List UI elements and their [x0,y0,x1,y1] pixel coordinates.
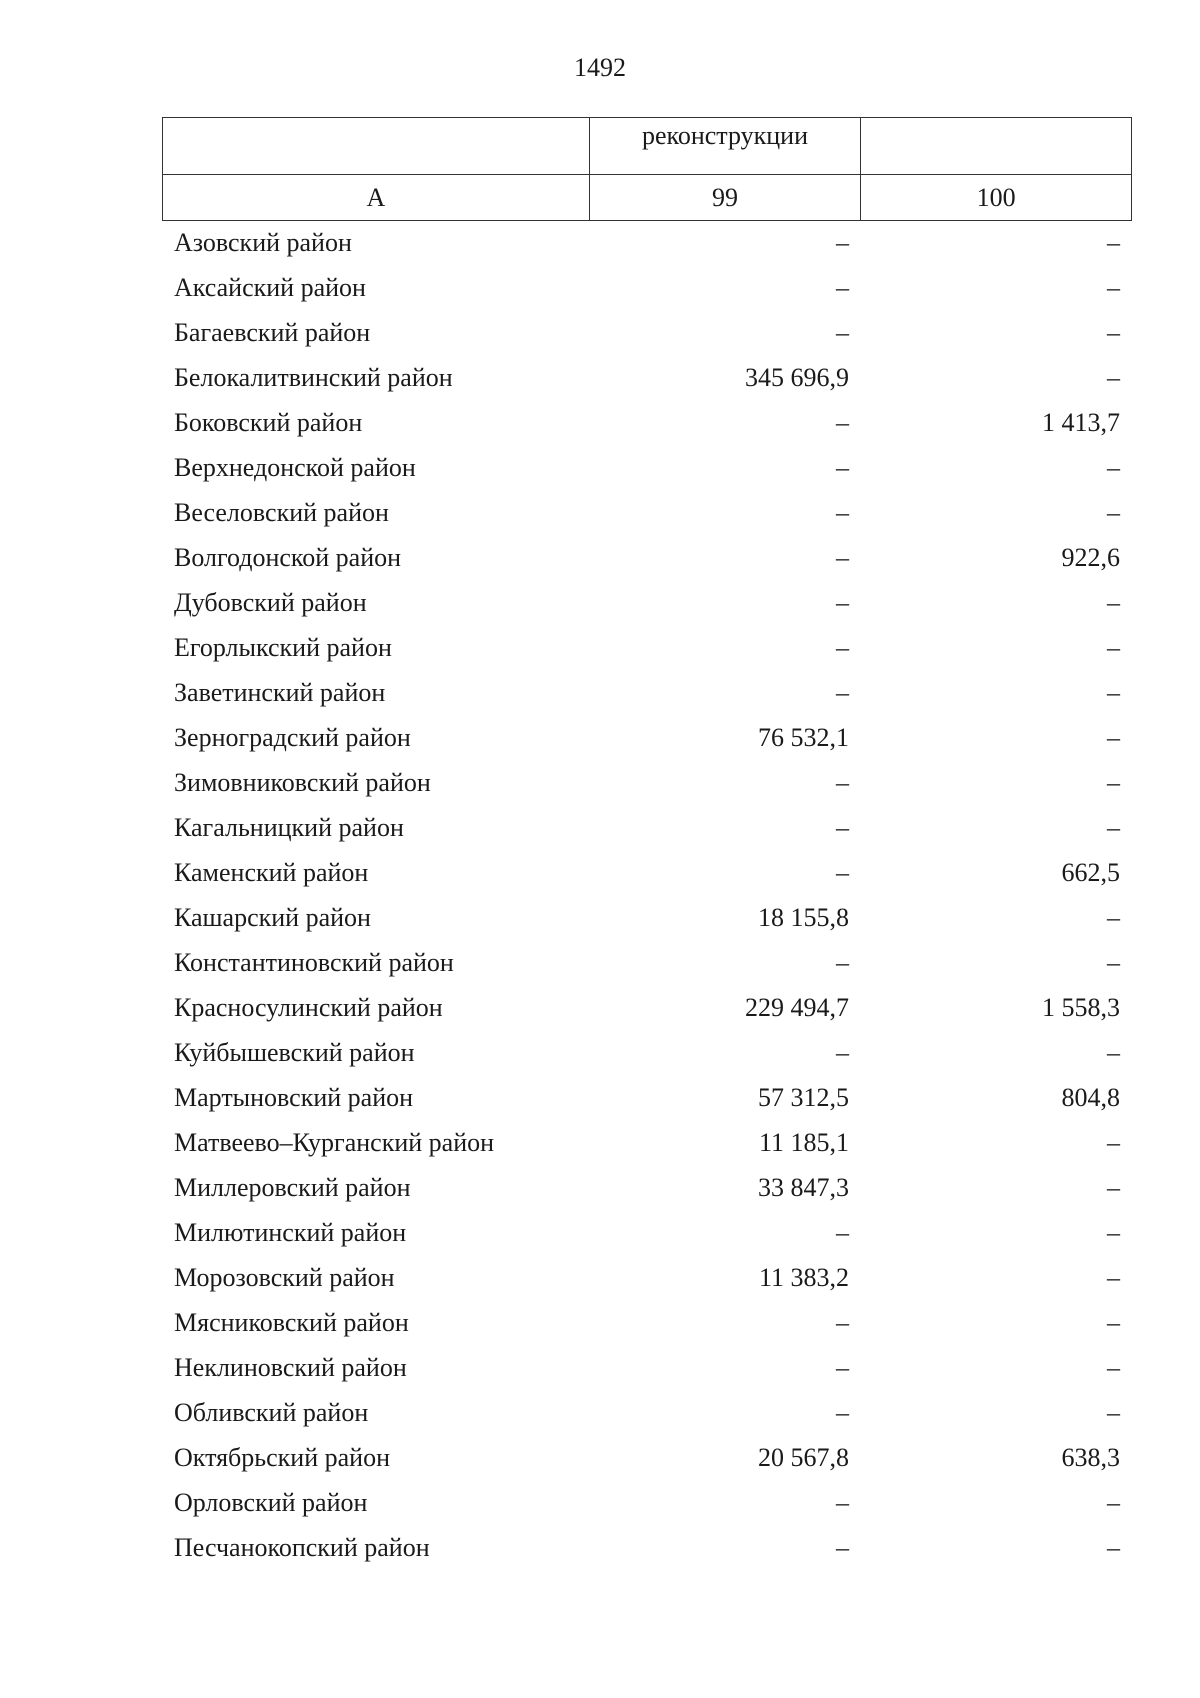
table-row [162,1075,1132,1120]
value-col-99: 33 847,3 [758,1172,849,1202]
table-row [162,1435,1132,1480]
district-name: Заветинский район [174,677,386,707]
district-name: Дубовский район [174,587,367,617]
value-col-100: – [1107,1487,1120,1517]
table-row [162,940,1132,985]
table-row [162,1165,1132,1210]
district-name: Зерноградский район [174,722,411,752]
value-col-99: – [836,542,849,572]
value-col-99: – [836,1532,849,1562]
value-col-99: – [836,317,849,347]
value-col-100: – [1107,272,1120,302]
value-col-100: 638,3 [1061,1442,1120,1472]
value-col-99: 11 185,1 [758,1127,849,1157]
district-name: Кашарский район [174,902,371,932]
value-col-99: – [836,632,849,662]
value-col-100: – [1107,632,1120,662]
district-name: Октябрьский район [174,1442,390,1472]
district-name: Константиновский район [174,947,454,977]
table-row [162,580,1132,625]
value-col-99: – [836,947,849,977]
header-row-title [163,118,1132,175]
value-col-99: – [836,1487,849,1517]
table-row [162,1255,1132,1300]
value-col-100: 662,5 [1061,857,1120,887]
value-col-100: – [1107,1532,1120,1562]
header-cell-name [163,118,590,175]
table-row [162,895,1132,940]
district-rows [162,220,1132,1570]
value-col-100: 1 413,7 [1042,407,1120,437]
value-col-100: – [1107,1037,1120,1067]
value-col-99: – [836,1397,849,1427]
table-row [162,1120,1132,1165]
table-row [162,1210,1132,1255]
table-row [162,1480,1132,1525]
district-name: Каменский район [174,857,369,887]
header-cell-99: 99 [589,175,860,221]
value-col-100: – [1107,452,1120,482]
value-col-99: – [836,677,849,707]
table-row [162,445,1132,490]
district-name: Аксайский район [174,272,366,302]
district-name: Неклиновский район [174,1352,407,1382]
value-col-99: – [836,227,849,257]
value-col-99: – [836,452,849,482]
table-row [162,355,1132,400]
value-col-99: – [836,1037,849,1067]
value-col-100: – [1107,767,1120,797]
district-name: Песчанокопский район [174,1532,430,1562]
value-col-100: – [1107,1217,1120,1247]
value-col-99: – [836,272,849,302]
table-row [162,805,1132,850]
header-row-numbers [163,175,1132,221]
table-row [162,490,1132,535]
value-col-99: – [836,767,849,797]
value-col-100: – [1107,587,1120,617]
table-row [162,310,1132,355]
value-col-99: 11 383,2 [758,1262,849,1292]
district-name: Волгодонской район [174,542,402,572]
header-cell-empty [861,118,1132,175]
value-col-99: – [836,1217,849,1247]
value-col-100: – [1107,1397,1120,1427]
district-name: Белокалитвинский район [174,362,453,392]
table-header [162,117,1132,221]
district-name: Морозовский район [174,1262,395,1292]
table-row [162,535,1132,580]
table-row [162,715,1132,760]
value-col-99: 345 696,9 [745,362,849,392]
district-name: Азовский район [174,227,352,257]
table-row [162,1525,1132,1570]
value-col-100: – [1107,1307,1120,1337]
header-cell-a: А [163,175,590,221]
table-row [162,1300,1132,1345]
value-col-99: – [836,587,849,617]
table-row [162,760,1132,805]
table-row [162,985,1132,1030]
value-col-99: 229 494,7 [745,992,849,1022]
table-row [162,265,1132,310]
value-col-100: – [1107,1262,1120,1292]
table-row [162,1345,1132,1390]
district-name: Боковский район [174,407,363,437]
value-col-99: 76 532,1 [758,722,849,752]
value-col-100: – [1107,947,1120,977]
value-col-99: – [836,857,849,887]
table-row [162,670,1132,715]
value-col-100: – [1107,677,1120,707]
value-col-99: 57 312,5 [758,1082,849,1112]
district-name: Обливский район [174,1397,369,1427]
district-name: Куйбышевский район [174,1037,415,1067]
district-name: Матвеево–Курганский район [174,1127,495,1157]
header-cell-100: 100 [861,175,1132,221]
table-row [162,850,1132,895]
value-col-100: – [1107,1127,1120,1157]
value-col-100: – [1107,722,1120,752]
value-col-99: – [836,1352,849,1382]
table-row [162,1030,1132,1075]
value-col-100: – [1107,1352,1120,1382]
value-col-100: 804,8 [1061,1082,1120,1112]
table-row [162,1390,1132,1435]
district-name: Красносулинский район [174,992,443,1022]
value-col-100: – [1107,1172,1120,1202]
district-name: Егорлыкский район [174,632,392,662]
table-row [162,400,1132,445]
district-name: Миллеровский район [174,1172,411,1202]
district-name: Багаевский район [174,317,371,347]
value-col-99: – [836,407,849,437]
value-col-99: – [836,1307,849,1337]
value-col-100: – [1107,227,1120,257]
value-col-100: 1 558,3 [1042,992,1120,1022]
district-name: Веселовский район [174,497,389,527]
district-name: Кагальницкий район [174,812,404,842]
value-col-99: – [836,812,849,842]
value-col-100: – [1107,362,1120,392]
value-col-100: – [1107,317,1120,347]
table-row [162,625,1132,670]
district-name: Зимовниковский район [174,767,431,797]
header-cell-reconstruction: реконструкции [589,118,860,175]
district-name: Мартыновский район [174,1082,414,1112]
value-col-100: – [1107,902,1120,932]
district-name: Милютинский район [174,1217,407,1247]
table-row [162,220,1132,265]
value-col-99: – [836,497,849,527]
value-col-100: – [1107,812,1120,842]
page-number: 1492 [574,53,626,82]
district-name: Орловский район [174,1487,368,1517]
value-col-99: 18 155,8 [758,902,849,932]
value-col-100: – [1107,497,1120,527]
value-col-100: 922,6 [1061,542,1120,572]
value-col-99: 20 567,8 [758,1442,849,1472]
district-name: Мясниковский район [174,1307,409,1337]
district-name: Верхнедонской район [174,452,416,482]
